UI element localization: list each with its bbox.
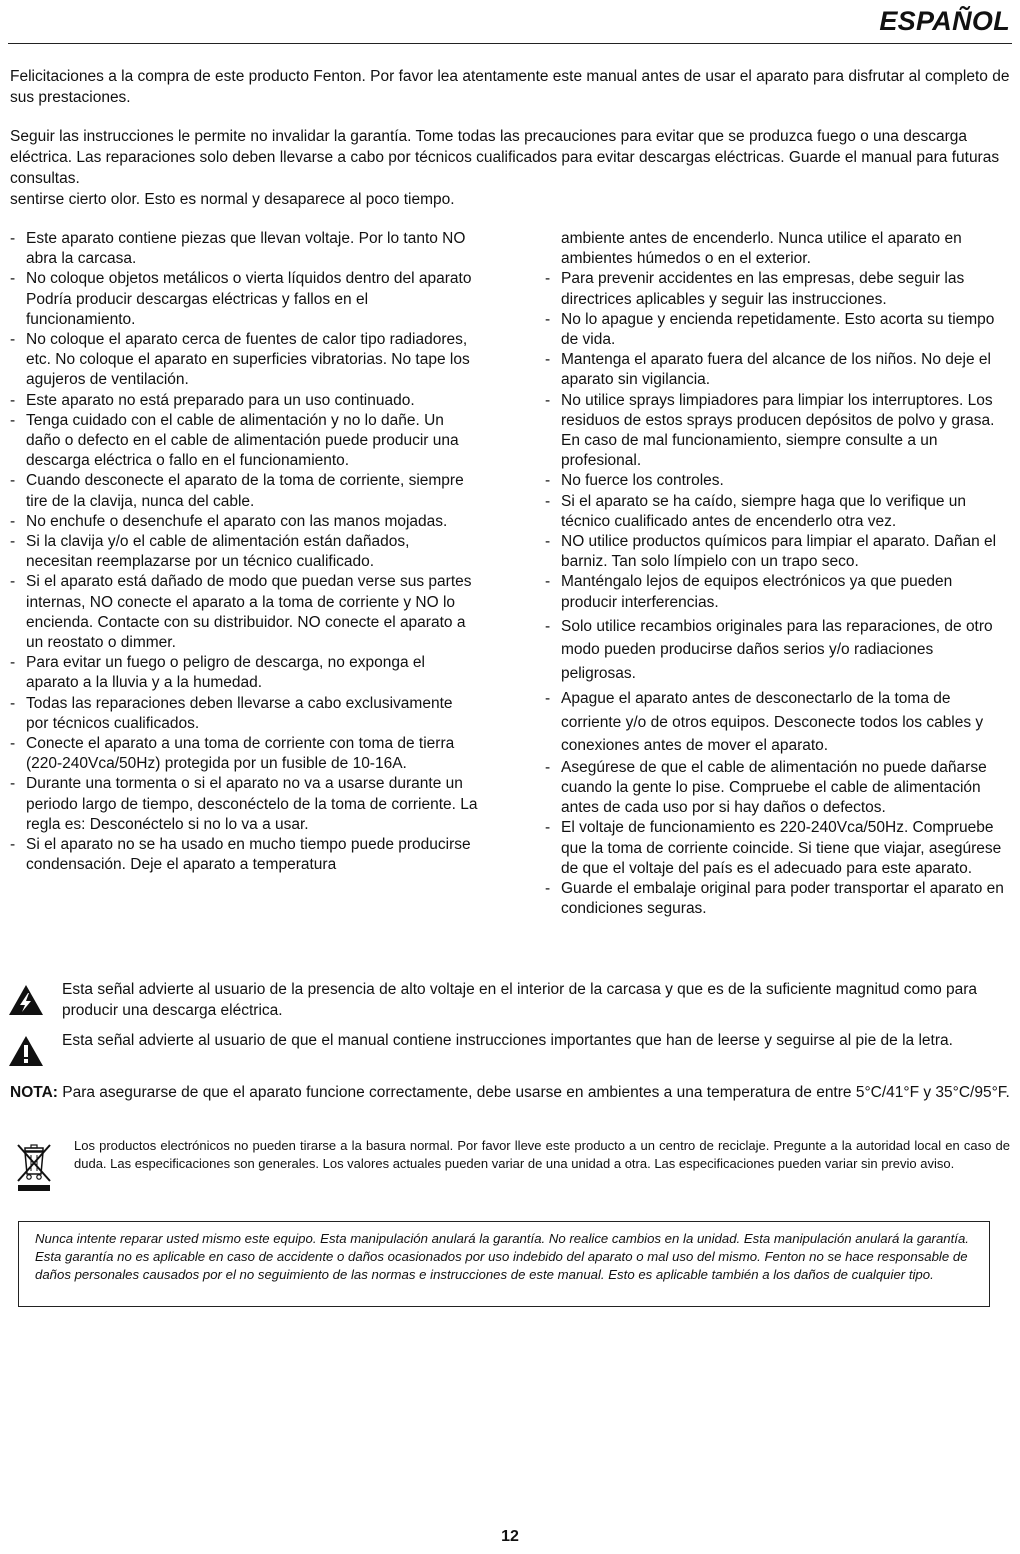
safety-item: - Este aparato contiene piezas que llevan voltaje. Por lo tanto NO abra la carcasa.: [8, 229, 478, 269]
page-number: 12: [501, 1528, 519, 1545]
warranty-notice-text: Nunca intente reparar usted mismo este equipo. Esta manipulación anulará la garantía. No realice cambios en la unidad. Esta manipulación anulará la garantía. Esta garantía no es aplicable en caso de accidente o daños ocasionados por uso indebido del aparato o mal uso del mismo. Fenton no se hace responsable de daños personales causados por el no seguimiento de las normas e instrucciones de este manual. Esto es aplicable también a los daños de cualquier tipo.: [35, 1231, 969, 1282]
warranty-notice-box: [18, 1221, 990, 1307]
safety-item: - Si el aparato no se ha usado en mucho tiempo puede producirse condensación. Deje el aparato a temperatura: [8, 835, 478, 875]
temperature-note: [10, 1083, 1010, 1104]
safety-item: - Este aparato no está preparado para un uso continuado.: [8, 391, 478, 411]
voltage-warning-text: Esta señal advierte al usuario de la presencia de alto voltaje en el interior de la carcasa y que es de la suficiente magnitud como para producir una descarga eléctrica.: [62, 981, 978, 1019]
crossed-bin-icon: [14, 1141, 54, 1193]
manual-warning-text: Esta señal advierte al usuario de que el manual contiene instrucciones importantes que han de leerse y seguirse al pie de la letra.: [62, 1032, 953, 1049]
safety-item: - Apague el aparato antes de desconectarlo de la toma de corriente y/o de otros equipos. Desconecte todos los cables y conexiones antes de mover el aparato.: [543, 687, 1012, 758]
lightning-triangle-icon: [8, 984, 44, 1016]
safety-item: - No enchufe o desenchufe el aparato con las manos mojadas.: [8, 512, 478, 532]
safety-item: - Si la clavija y/o el cable de alimentación están dañados, necesitan reemplazarse por un técnico cualificado.: [8, 532, 478, 572]
recycling-notice: [10, 1137, 1012, 1197]
safety-item-continuation: ambiente antes de encenderlo. Nunca utilice el aparato en ambientes húmedos o en el exterior.: [561, 230, 962, 268]
safety-item: - No coloque objetos metálicos o vierta líquidos dentro del aparato Podría producir descargas eléctricas y fallos en el funcionamiento.: [8, 269, 478, 330]
exclamation-triangle-icon: [8, 1035, 44, 1067]
safety-item: - No utilice sprays limpiadores para limpiar los interruptores. Los residuos de estos sprays producen depósitos de polvo y grasa. En caso de mal funcionamiento, siempre consulte a un profesional.: [543, 391, 1012, 472]
header-divider: [8, 43, 1012, 44]
safety-item: - Solo utilice recambios originales para las reparaciones, de otro modo pueden producirse daños serios y/o radiaciones peligrosas.: [543, 615, 1012, 686]
safety-item: - Si el aparato se ha caído, siempre haga que lo verifique un técnico cualificado antes de encenderlo otra vez.: [543, 492, 1012, 532]
safety-item: - El voltaje de funcionamiento es 220-240Vca/50Hz. Compruebe que la toma de corriente coincide. Si tiene que viajar, asegúrese de que el voltaje del país es el adecuado para este aparato.: [543, 818, 1012, 879]
safety-item: - Cuando desconecte el aparato de la toma de corriente, siempre tire de la clavija, nunca del cable.: [8, 471, 478, 511]
safety-item: - No coloque el aparato cerca de fuentes de calor tipo radiadores, etc. No coloque el aparato en superficies vibratorias. No tape los agujeros de ventilación.: [8, 330, 478, 391]
safety-item: - Conecte el aparato a una toma de corriente con toma de tierra (220-240Vca/50Hz) protegida por un fusible de 10-16A.: [8, 734, 478, 774]
language-title: ESPAÑOL: [879, 6, 1010, 36]
safety-instructions: [8, 229, 1012, 959]
note-text: Para asegurarse de que el aparato funcione correctamente, debe usarse en ambientes a una temperatura de entre 5°C/41°F y 35°C/95°F.: [57, 1084, 1010, 1101]
safety-item: - NO utilice productos químicos para limpiar el aparato. Dañan el barniz. Tan solo límpielo con un trapo seco.: [543, 532, 1012, 572]
intro-paragraph-3: sentirse cierto olor. Esto es normal y desaparece al poco tiempo.: [10, 191, 455, 208]
intro-paragraph-1: Felicitaciones a la compra de este producto Fenton. Por favor lea atentamente este manual antes de usar el aparato para disfrutar al completo de sus prestaciones.: [10, 68, 1010, 106]
safety-item: - Manténgalo lejos de equipos electrónicos ya que pueden producir interferencias.: [543, 572, 1012, 612]
safety-list-left: [8, 229, 478, 876]
safety-item: - Para evitar un fuego o peligro de descarga, no exponga el aparato a la lluvia y a la humedad.: [8, 653, 478, 693]
safety-item: - No lo apague y encienda repetidamente. Esto acorta su tiempo de vida.: [543, 310, 1012, 350]
safety-item: - No fuerce los controles.: [543, 471, 1012, 491]
safety-item: - Todas las reparaciones deben llevarse a cabo exclusivamente por técnicos cualificados.: [8, 694, 478, 734]
safety-item: - Si el aparato está dañado de modo que puedan verse sus partes internas, NO conecte el aparato a la toma de corriente y NO lo encienda. Contacte con su distribuidor. NO conecte el aparato a un reostato o dimmer.: [8, 572, 478, 653]
recycling-text: Los productos electrónicos no pueden tirarse a la basura normal. Por favor lleve este producto a un centro de reciclaje. Pregunte a la autoridad local en caso de duda. Las especificaciones son generales. Los valores actuales pueden variar de una unidad a otra. Las especificaciones pueden variar sin previo aviso.: [74, 1138, 1010, 1171]
note-label: NOTA:: [10, 1084, 58, 1101]
safety-list-right: [543, 229, 1012, 919]
intro-paragraph-2: Seguir las instrucciones le permite no invalidar la garantía. Tome todas las precauciones para evitar que se produzca fuego o una descarga eléctrica. Las reparaciones solo deben llevarse a cabo por técnicos cualificados para evitar descargas eléctricas. Guarde el manual para futuras consultas.: [10, 128, 1000, 187]
safety-item: - Durante una tormenta o si el aparato no va a usarse durante un periodo largo de tiempo, desconéctelo de la toma de corriente. La regla es: Desconéctelo si no lo va a usar.: [8, 774, 478, 835]
safety-item: - Asegúrese de que el cable de alimentación no puede dañarse cuando la gente lo pise. Compruebe el cable de alimentación antes de cada uso por si hay daños o defectos.: [543, 758, 1012, 819]
safety-item: - Guarde el embalaje original para poder transportar el aparato en condiciones seguras.: [543, 879, 1012, 919]
safety-item: - Para prevenir accidentes en las empresas, debe seguir las directrices aplicables y seguir las instrucciones.: [543, 269, 1012, 309]
safety-item: - Mantenga el aparato fuera del alcance de los niños. No deje el aparato sin vigilancia.: [543, 350, 1012, 390]
safety-item: - Tenga cuidado con el cable de alimentación y no lo dañe. Un daño o defecto en el cable de alimentación puede producir una descarga eléctrica o fallo en el funcionamiento.: [8, 411, 478, 472]
